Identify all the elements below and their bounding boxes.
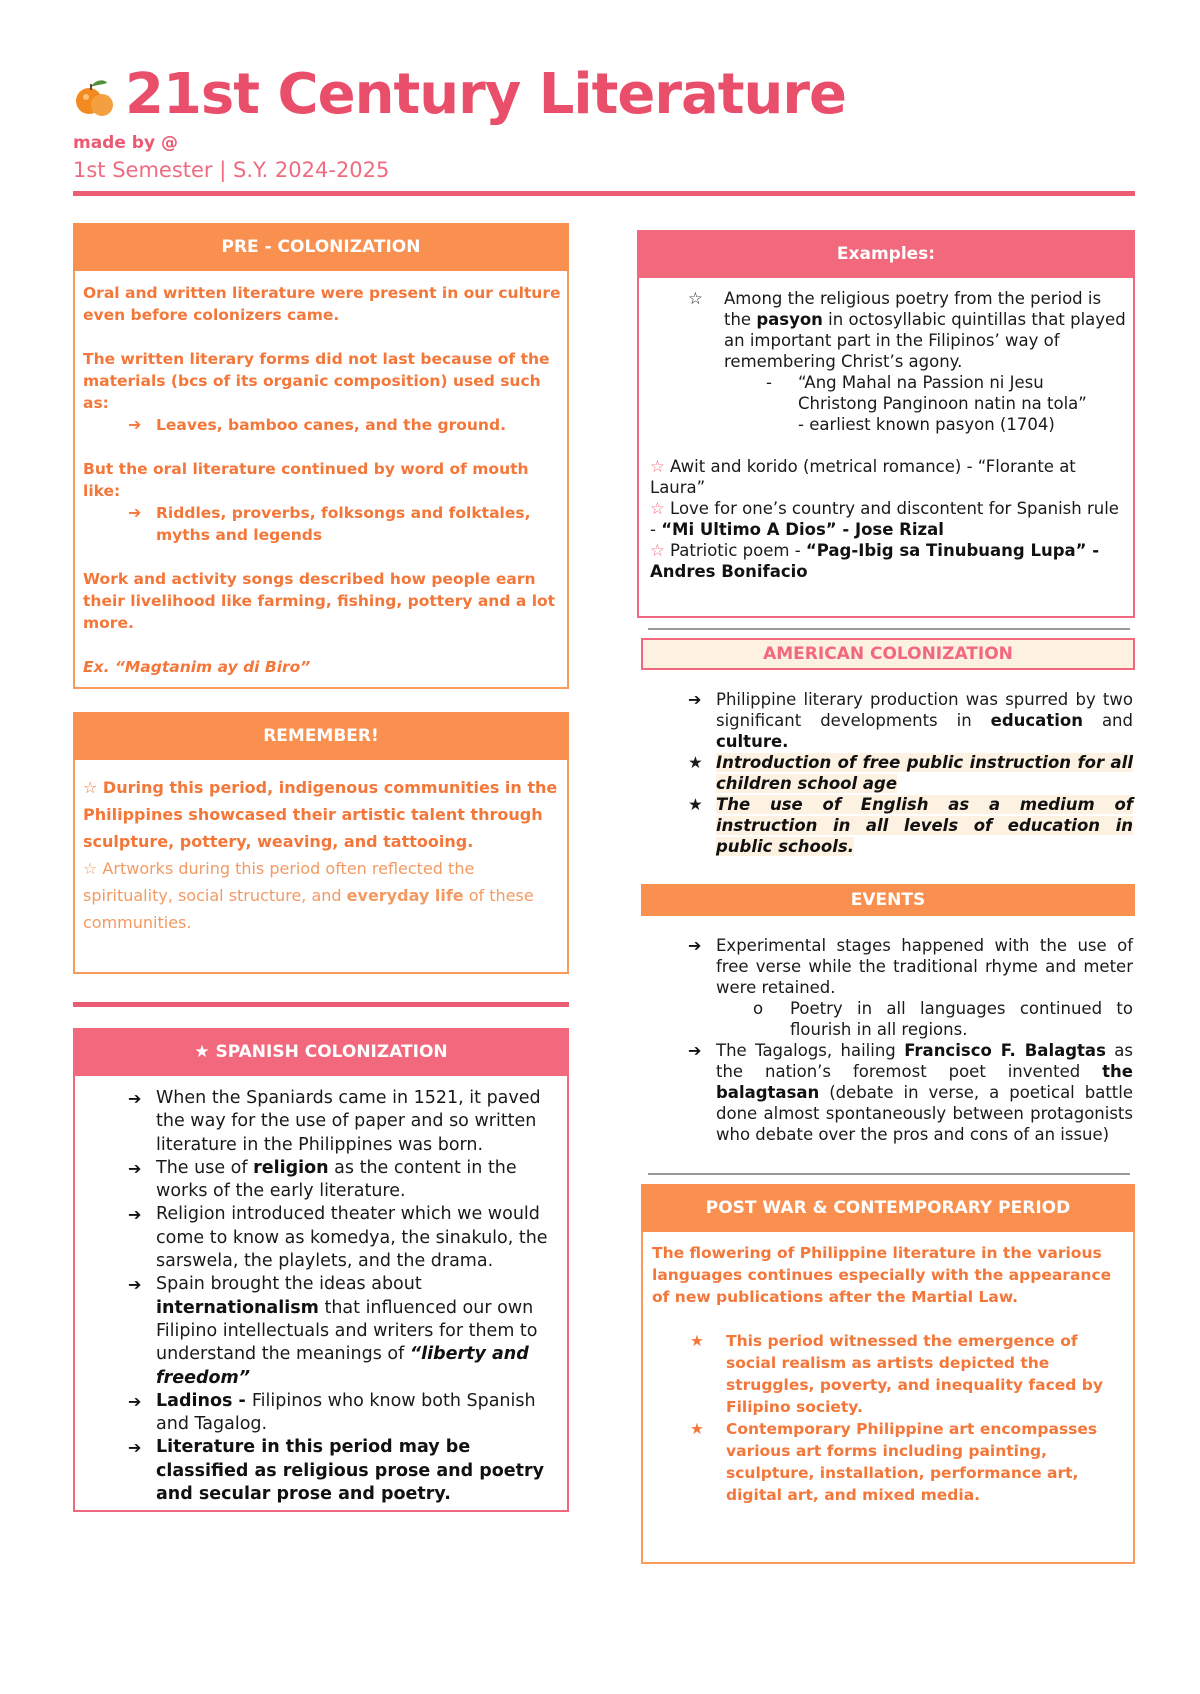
made-by: made by @: [73, 133, 178, 153]
remember-body: [83, 774, 561, 936]
pre-p5: Ex. “Magtanim ay di Biro”: [83, 658, 311, 676]
spanish-item-5: ➔ Ladinos - Filipinos who know both Spanish and Tagalog.: [128, 1390, 536, 1435]
spanish-body: [128, 1087, 556, 1506]
postwar-item-1: ★ This period witnessed the emergence of social realism as artists depicted the struggles, poverty, and inequality faced by Filipino society.: [690, 1332, 1104, 1416]
pre-p1: Oral and written literature were present in our culture even before colonizers came.: [83, 284, 561, 324]
events-body: [688, 935, 1134, 1145]
pre-p4: Work and activity songs described how people earn their livelihood like farming, fishing, pottery and a lot more.: [83, 570, 556, 632]
postwar-p1: The flowering of Philippine literature in the various languages continues especially with the appearance of new publications after the Martial Law.: [652, 1244, 1112, 1306]
american-item-2: ★ Introduction of free public instruction for all children school age: [688, 753, 1133, 793]
orange-fruit-icon: [73, 71, 117, 119]
title-block: [73, 62, 846, 127]
pre-p3-item: ➔ Riddles, proverbs, folksongs and folktales, myths and legends: [128, 503, 531, 544]
pre-p3: But the oral literature continued by word of mouth like:: [83, 460, 529, 500]
pre-colonization-body: [83, 282, 561, 678]
american-heading: AMERICAN COLONIZATION: [641, 638, 1135, 670]
example-item-2: ☆ Awit and korido (metrical romance) - “Florante at Laura”: [650, 457, 1076, 497]
right-divider-1: [648, 628, 1130, 630]
spanish-item-2: ➔ The use of religion as the content in the works of the early literature.: [128, 1157, 517, 1202]
postwar-body: [652, 1242, 1128, 1506]
american-item-3: ★ The use of English as a medium of instruction in all levels of education in public schools.: [688, 795, 1133, 856]
right-divider-2: [648, 1173, 1130, 1175]
postwar-item-2: ★ Contemporary Philippine art encompasses various art forms including painting, sculpture, installation, performance art, digital art, and mixed media.: [690, 1420, 1098, 1504]
events-heading: EVENTS: [641, 884, 1135, 916]
example-item-3: ☆ Love for one’s country and discontent for Spanish rule - “Mi Ultimo A Dios” - Jose Rizal: [650, 499, 1119, 539]
pre-colonization-heading: PRE - COLONIZATION: [73, 223, 569, 271]
american-item-1: ➔ Philippine literary production was spurred by two significant developments in education and culture.: [688, 690, 1133, 751]
remember-p1: ☆ During this period, indigenous communities in the Philippines showcased their artistic talent through sculpture, pottery, weaving, and tattooing.: [83, 778, 558, 851]
american-body: [688, 689, 1133, 857]
left-divider: [73, 1002, 569, 1007]
events-item-2: ➔ The Tagalogs, hailing Francisco F. Balagtas as the nation’s foremost poet invented the balagtasan (debate in verse, a poetical battle done almost spontaneously between protagonists who debate over the pros and cons of an issue): [688, 1041, 1134, 1144]
header-rule: [73, 191, 1135, 196]
remember-heading: REMEMBER!: [73, 712, 569, 760]
spanish-item-1: ➔ When the Spaniards came in 1521, it paved the way for the use of paper and so written literature in the Philippines was born.: [128, 1088, 541, 1155]
example-item-4: ☆ Patriotic poem - “Pag-Ibig sa Tinubuang Lupa” - Andres Bonifacio: [650, 541, 1100, 581]
pre-p2: The written literary forms did not last because of the materials (bcs of its organic composition) used such as:: [83, 350, 550, 412]
pre-p2-item: ➔ Leaves, bamboo canes, and the ground.: [128, 415, 506, 434]
spanish-heading: ★ SPANISH COLONIZATION: [73, 1028, 569, 1076]
examples-body: [650, 288, 1128, 582]
example-sub: - “Ang Mahal na Passion ni Jesu Christong Panginoon natin na tola” - earliest known pasyon (1704): [766, 373, 1087, 434]
example-item-1: ☆ Among the religious poetry from the period is the pasyon in octosyllabic quintillas that played an important part in the Filipinos’ way of remembering Christ’s agony.: [688, 289, 1126, 371]
page-title: 21st Century Literature: [125, 62, 846, 127]
spanish-item-4: ➔ Spain brought the ideas about internationalism that influenced our own Filipino intellectuals and writers for them to understand the meanings of “liberty and freedom”: [128, 1274, 538, 1388]
spanish-item-3: ➔ Religion introduced theater which we would come to know as komedya, the sinakulo, the sarswela, the playlets, and the drama.: [128, 1204, 548, 1272]
postwar-heading: POST WAR & CONTEMPORARY PERIOD: [641, 1184, 1135, 1232]
remember-p2: ☆ Artworks during this period often reflected the spirituality, social structure, and everyday life of these communities.: [83, 859, 534, 932]
examples-heading: Examples:: [637, 230, 1135, 278]
events-item-1: ➔ Experimental stages happened with the use of free verse while the traditional rhyme and meter were retained.: [688, 936, 1133, 997]
spanish-item-6: ➔ Literature in this period may be classified as religious prose and poetry and secular prose and poetry.: [128, 1437, 545, 1505]
semester: 1st Semester | S.Y. 2024-2025: [73, 158, 390, 182]
events-sub-item: o Poetry in all languages continued to flourish in all regions.: [753, 999, 1133, 1039]
